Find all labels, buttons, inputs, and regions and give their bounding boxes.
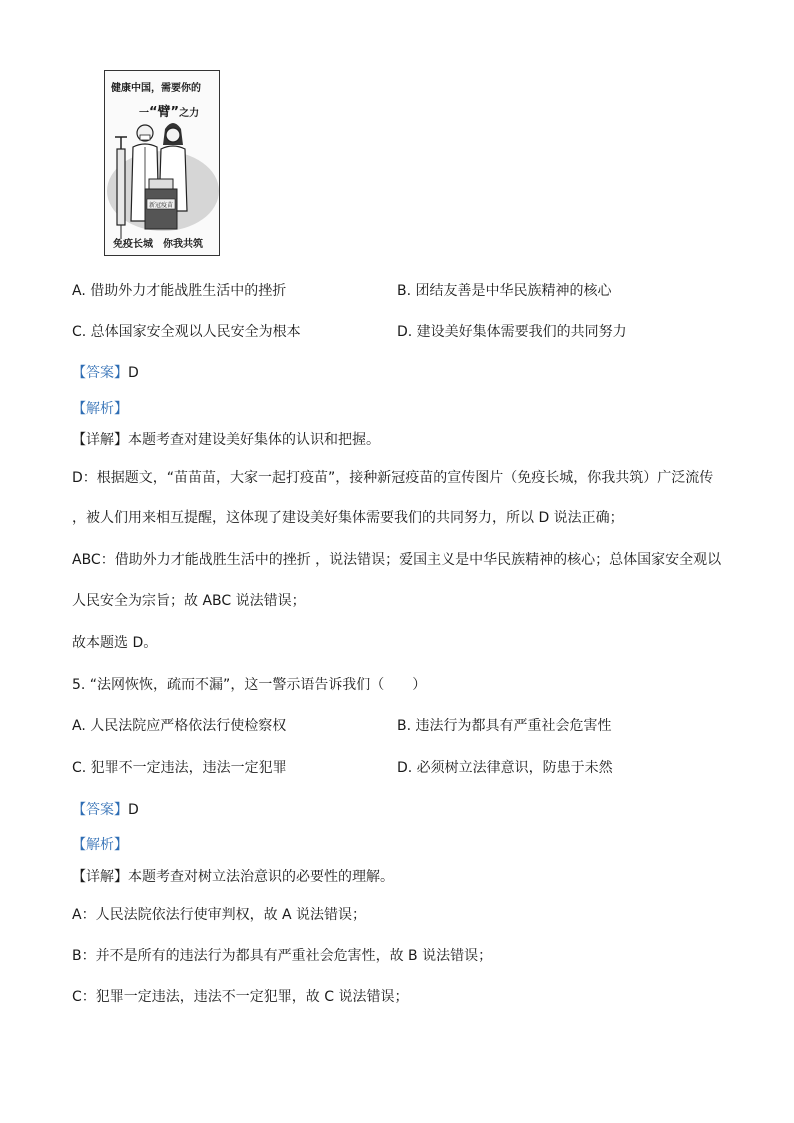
q5-option-a: A. 人民法院应严格依法行使检察权 — [72, 718, 287, 734]
q5-c-line: C：犯罪一定违法，违法不一定犯罪，故 C 说法错误； — [72, 989, 409, 1005]
poster-title-line1: 健康中国，需要你的 — [111, 83, 201, 94]
q5-answer: 【答案】D — [72, 802, 139, 818]
q4-conclusion: 故本题选 D。 — [72, 635, 158, 651]
q4-d-line1: D：根据题文，“苗苗苗，大家一起打疫苗”，接种新冠疫苗的宣传图片（免疫长城，你我共筑）广泛流传 — [72, 470, 714, 486]
poster-illustration — [105, 71, 221, 257]
q4-option-d: D. 建设美好集体需要我们的共同努力 — [397, 324, 627, 340]
q4-detail: 【详解】本题考查对建设美好集体的认识和把握。 — [72, 432, 380, 448]
q5-option-d: D. 必须树立法律意识，防患于未然 — [397, 760, 613, 776]
poster-bottom-text: 免疫长城 你我共筑 — [113, 239, 203, 250]
q5-b-line: B：并不是所有的违法行为都具有严重社会危害性，故 B 说法错误； — [72, 948, 493, 964]
vial-label: 新冠疫苗 — [148, 202, 174, 209]
q5-option-b: B. 违法行为都具有严重社会危害性 — [397, 718, 612, 734]
q5-analysis-label: 【解析】 — [72, 837, 128, 853]
q4-option-a: A. 借助外力才能战胜生活中的挫折 — [72, 283, 287, 299]
q4-abc-line1: ABC：借助外力才能战胜生活中的挫折 ，说法错误；爱国主义是中华民族精神的核心；总体国家安全观以 — [72, 552, 722, 568]
q4-d-line2: ，被人们用来相互提醒，这体现了建设美好集体需要我们的共同努力，所以 D 说法正确； — [72, 510, 624, 526]
poster-title-line2: 一“臂”之力 — [139, 105, 200, 120]
q4-option-b: B. 团结友善是中华民族精神的核心 — [397, 283, 612, 299]
vaccine-poster-image — [104, 70, 220, 256]
q5-a-line: A：人民法院依法行使审判权，故 A 说法错误； — [72, 907, 367, 923]
q4-option-c: C. 总体国家安全观以人民安全为根本 — [72, 324, 301, 340]
q4-analysis-label: 【解析】 — [72, 401, 128, 417]
q5-stem: 5. “法网恢恢，疏而不漏”，这一警示语告诉我们（ ） — [72, 677, 427, 693]
q4-answer: 【答案】D — [72, 365, 139, 381]
q5-detail: 【详解】本题考查对树立法治意识的必要性的理解。 — [72, 869, 394, 885]
q4-abc-line2: 人民安全为宗旨；故 ABC 说法错误； — [72, 593, 306, 609]
q5-option-c: C. 犯罪不一定违法，违法一定犯罪 — [72, 760, 287, 776]
